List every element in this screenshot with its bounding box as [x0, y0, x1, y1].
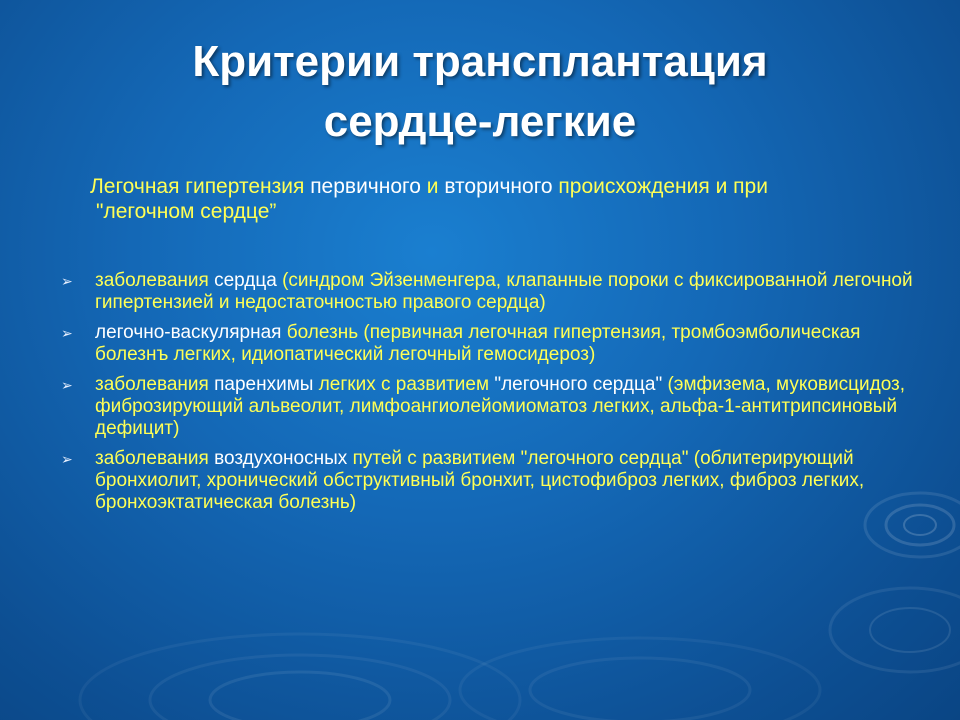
list-item-text: "легочного сердца" — [494, 374, 663, 395]
title-line-2: сердце-легкие — [323, 97, 637, 146]
subtitle-part: первичного — [310, 175, 421, 198]
subtitle-part: и — [420, 175, 445, 198]
chevron-arrow-icon: ➢ — [61, 325, 73, 341]
title-line-1: Критерии трансплантация — [192, 37, 768, 86]
list-item-text: путей с развитием "легочного сердца" (облитерирующий бронхиолит, хронический обструктивный бронхит, цистофиброз легких, фиброз легких, бронхоэктатическая болезнь) — [95, 448, 865, 513]
chevron-arrow-icon: ➢ — [61, 377, 73, 393]
chevron-arrow-icon: ➢ — [61, 273, 73, 289]
list-item-text: заболевания — [95, 270, 215, 291]
chevron-arrow-icon: ➢ — [61, 451, 73, 467]
criteria-list — [58, 270, 918, 522]
list-item-text: болезнь — [286, 322, 364, 343]
list-item — [58, 448, 918, 514]
list-item-text: заболевания — [95, 448, 215, 469]
subtitle-part: Легочная гипертензия — [90, 175, 311, 198]
list-item-text: заболевания — [95, 374, 215, 395]
list-item-text: (первичная легочная гипертензия, тромбоэмболическая болезнъ легких, идиопатический легочный гемосидероз) — [95, 322, 861, 365]
list-item-text: (синдром Эйзенменгера, клапанные пороки с фиксированной легочной гипертензией и недостаточностью правого сердца) — [95, 270, 913, 313]
list-item-text: легких с развитием — [318, 374, 495, 395]
subtitle-part: происхождения и при "легочном сердце” — [96, 175, 768, 223]
list-item — [58, 270, 918, 314]
list-item-text: воздухоносных — [214, 448, 353, 469]
list-item — [58, 374, 918, 440]
list-item-text: сердца — [214, 270, 283, 291]
list-item — [58, 322, 918, 366]
list-item-text: паренхимы — [214, 374, 319, 395]
list-item-text: легочно-васкулярная — [95, 322, 287, 343]
list-item-text: (эмфизема, муковисцидоз, фиброзирующий альвеолит, лимфоангиолейомиоматоз легких, альфа-1-антитрипсиновый дефицит) — [95, 374, 906, 439]
slide-title — [60, 32, 900, 152]
subtitle — [90, 174, 856, 224]
subtitle-part: вторичного — [444, 175, 553, 198]
